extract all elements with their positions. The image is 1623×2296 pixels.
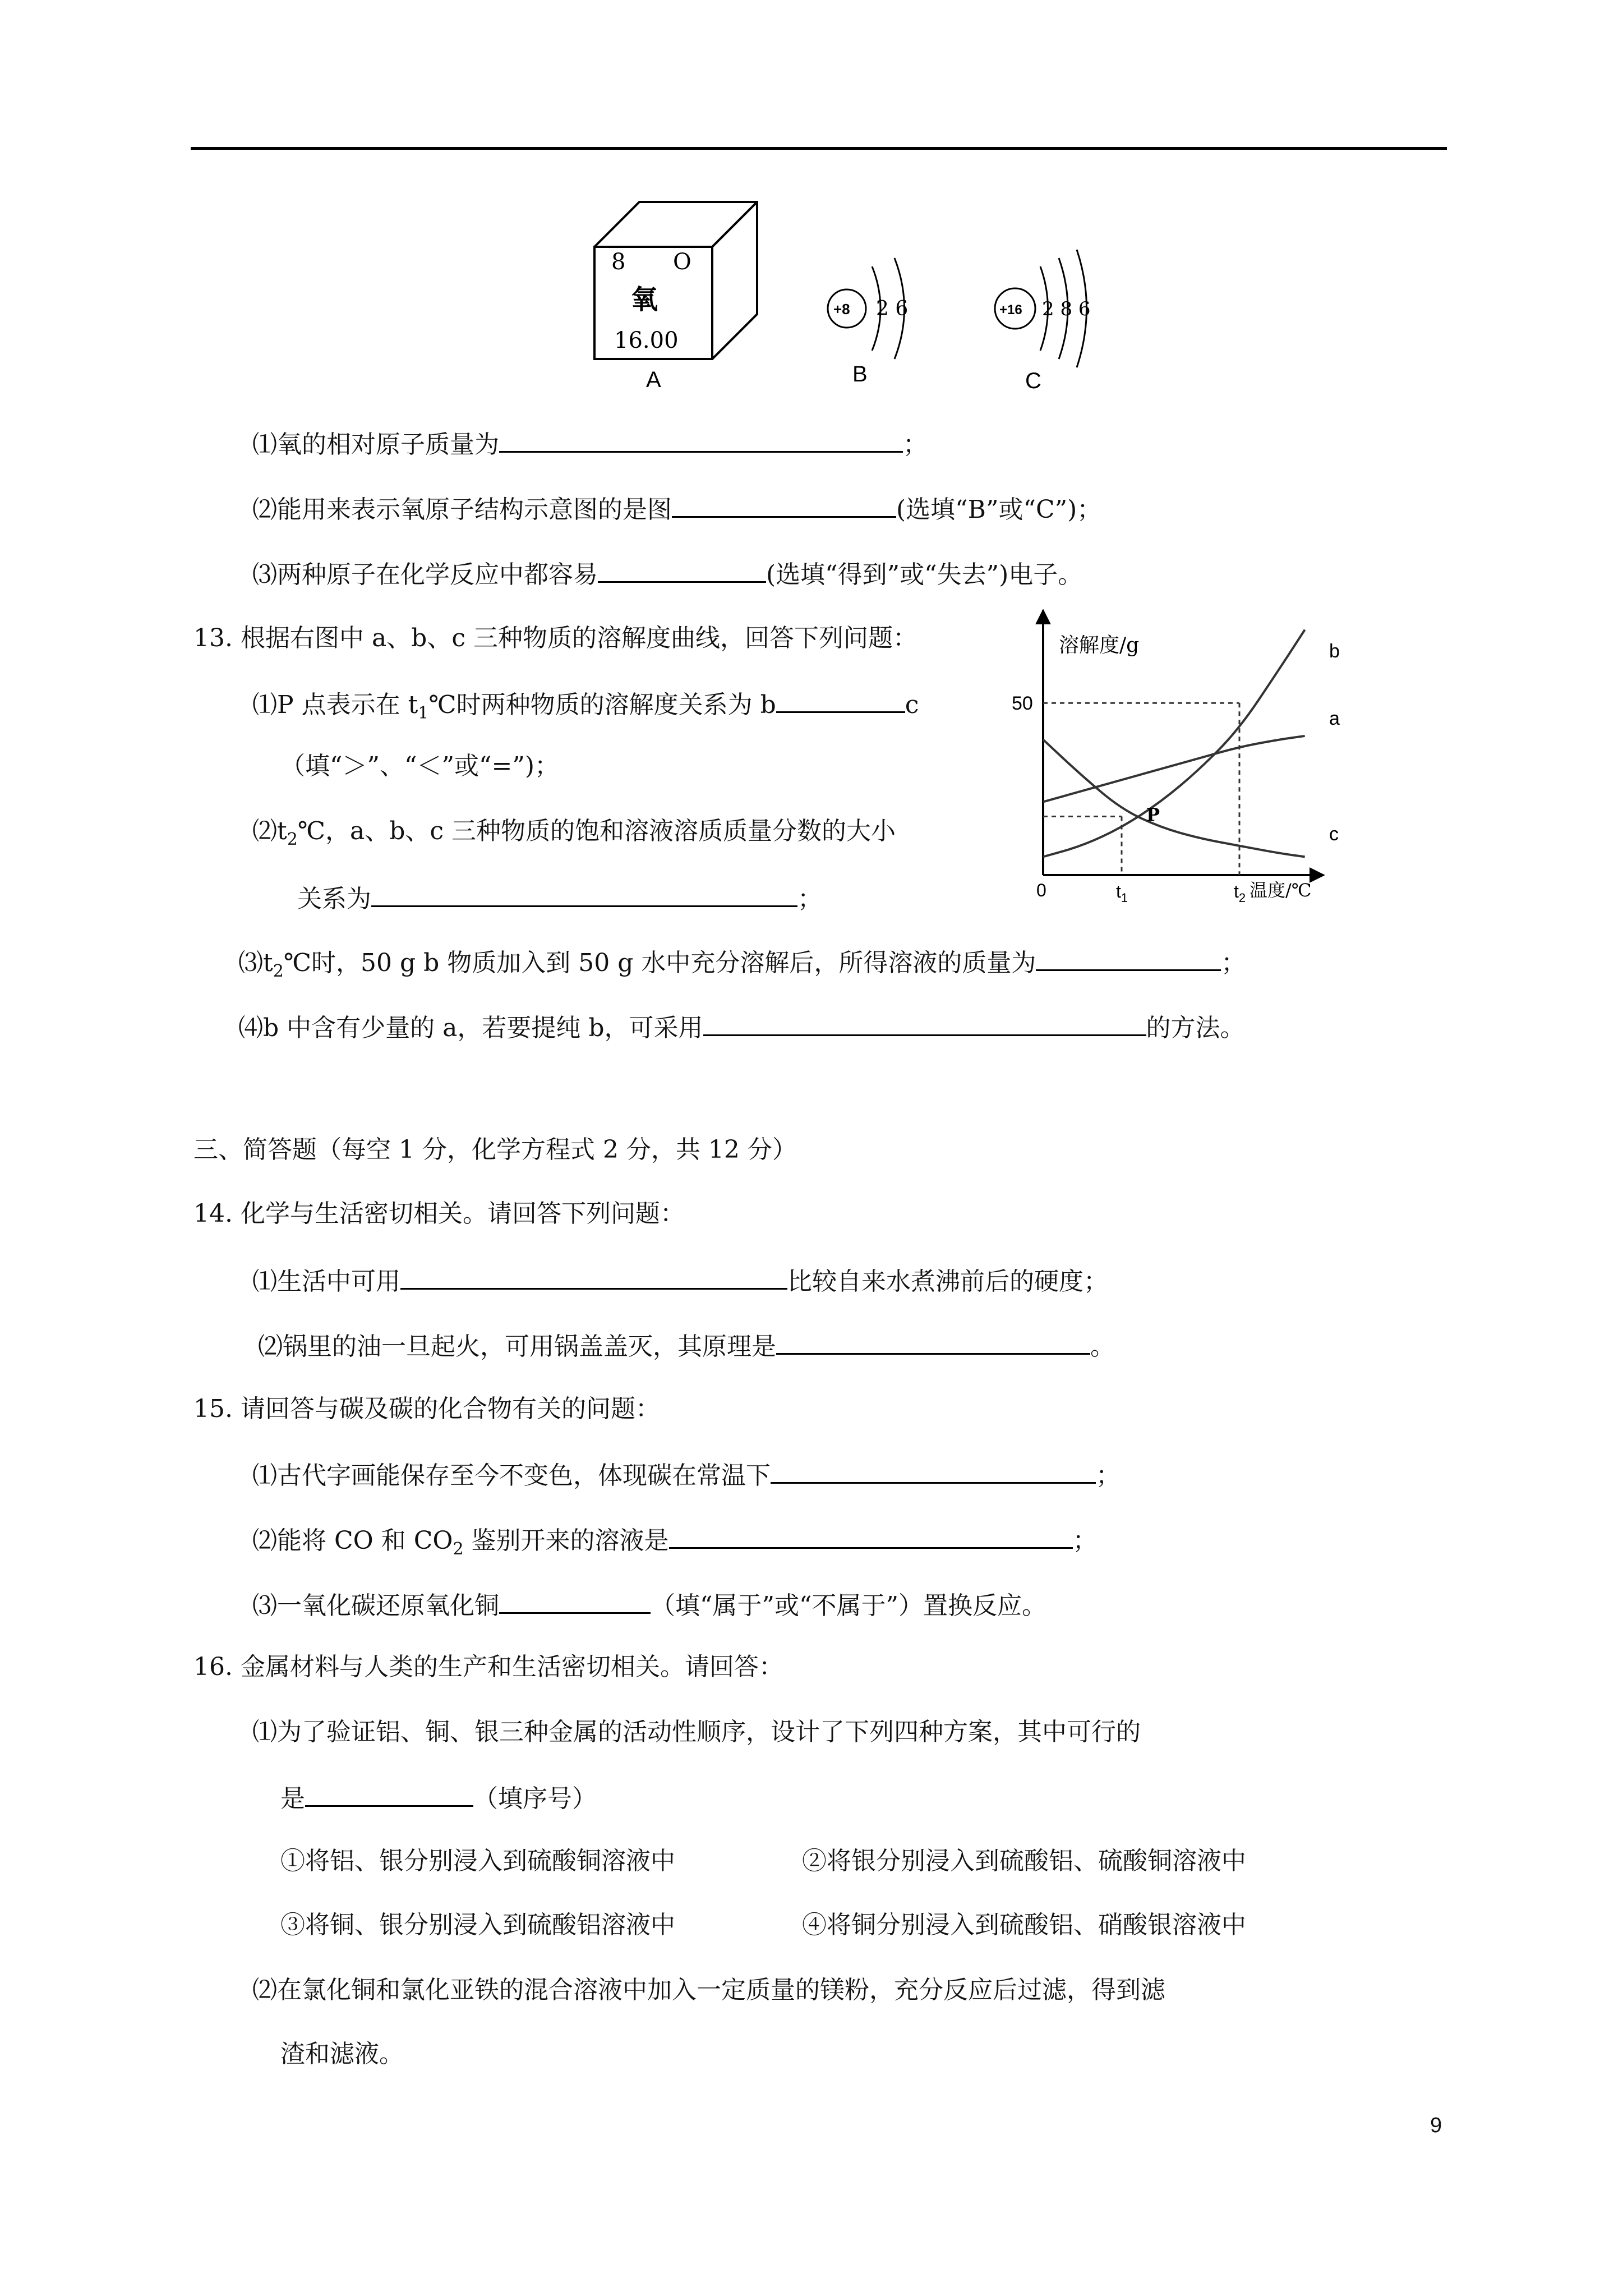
element-symbol: O — [673, 249, 691, 275]
q13-part2-cont: 关系为 ； — [297, 880, 822, 916]
origin-label: 0 — [1036, 880, 1046, 900]
section3-heading: 三、简答题（每空 1 分，化学方程式 2 分，共 12 分） — [193, 1135, 797, 1164]
y-axis-label: 溶解度/g — [1059, 634, 1140, 657]
q16-option2: ②将银分别浸入到硫酸铝、硫酸铜溶液中 — [802, 1847, 1246, 1875]
q14-part2: ⑵锅里的油一旦起火，可用锅盖盖灭，其原理是 。 — [258, 1327, 1115, 1364]
x-axis-label: 温度/℃ — [1249, 880, 1312, 901]
q12-part2: ⑵能用来表示氧原子结构示意图的是图 (选填“B”或“C”)； — [252, 490, 1101, 527]
q15-blank3[interactable] — [499, 1586, 651, 1614]
q14-part1: ⑴生活中可用 比较自来水煮沸前后的硬度； — [252, 1262, 1108, 1299]
atom-c-diagram — [995, 250, 1091, 393]
x-tick-t1: $t_1$ — [1116, 881, 1128, 905]
atomic-number: 8 — [611, 249, 626, 275]
q16-part2: ⑵在氯化铜和氯化亚铁的混合溶液中加入一定质量的镁粉，充分反应后过滤，得到滤 — [252, 1976, 1165, 2004]
series-label-c: c — [1329, 823, 1339, 845]
q16-stem: 16. 金属材料与人类的生产和生活密切相关。请回答： — [193, 1653, 783, 1681]
q13-blank4[interactable] — [703, 1009, 1146, 1036]
q13-blank1[interactable] — [776, 685, 905, 713]
q16-part2-cont: 渣和滤液。 — [280, 2040, 404, 2068]
q15-part2: ⑵能将 CO 和 $CO_2$ 鉴别开来的溶液是 ； — [252, 1521, 1098, 1566]
x-tick-t2: $t_2$ — [1234, 881, 1246, 905]
series-label-a: a — [1329, 708, 1340, 729]
q13-part4: ⑷b 中含有少量的 a，若要提纯 b，可采用 的方法。 — [238, 1009, 1245, 1045]
atom-c-shells: 2 8 6 — [1042, 298, 1091, 320]
label-a: A — [646, 367, 661, 392]
q13-part1-hint: （填“＞”、“＜”或“=”)； — [280, 752, 559, 780]
q15-blank2[interactable] — [669, 1521, 1073, 1549]
atom-figure — [572, 185, 1122, 398]
q14-stem: 14. 化学与生活密切相关。请回答下列问题： — [193, 1199, 685, 1228]
q12-blank2[interactable] — [672, 490, 896, 518]
q12-part3: ⑶两种原子在化学反应中都容易 (选填“得到”或“失去”)电子。 — [252, 555, 1082, 592]
label-c: C — [1025, 369, 1041, 393]
q14-blank2[interactable] — [776, 1327, 1090, 1355]
q13-part1: ⑴P 点表示在 $t_1℃$时两种物质的溶解度关系为 b c — [252, 685, 919, 730]
q16-option3: ③将铜、银分别浸入到硫酸铝溶液中 — [280, 1911, 675, 1939]
point-p-label: P — [1146, 804, 1160, 826]
q13-stem: 13. 根据右图中 a、b、c 三种物质的溶解度曲线，回答下列问题： — [193, 624, 917, 652]
q16-part1-cont: 是 （填序号） — [280, 1779, 597, 1816]
page-number: 9 — [1430, 2114, 1442, 2137]
atom-b-nucleus: +8 — [833, 301, 850, 318]
q16-blank1[interactable] — [305, 1779, 473, 1807]
y-tick-50: 50 — [1012, 693, 1033, 715]
q13-part3: $⑶t_2℃$时，50 g b 物质加入到 50 g 水中充分溶解后，所得溶液的质量为 ； — [238, 944, 1246, 988]
curve-c — [1043, 739, 1305, 857]
q15-stem: 15. 请回答与碳及碳的化合物有关的问题： — [193, 1395, 660, 1423]
q12-blank1[interactable] — [499, 425, 903, 453]
q16-part1: ⑴为了验证铝、铜、银三种金属的活动性顺序，设计了下列四种方案，其中可行的 — [252, 1718, 1141, 1746]
q13-blank2[interactable] — [371, 880, 797, 907]
atom-b-diagram — [828, 258, 908, 386]
atom-b-shells: 2 6 — [876, 297, 909, 320]
q16-option1: ①将铝、银分别浸入到硫酸铜溶液中 — [280, 1847, 675, 1875]
q15-blank1[interactable] — [771, 1456, 1096, 1484]
series-label-b: b — [1329, 641, 1340, 662]
q13-part2: $⑵t_2℃$，a、b、c 三种物质的饱和溶液溶质质量分数的大小 — [252, 817, 896, 849]
q15-part3: ⑶一氧化碳还原氧化铜 （填“属于”或“不属于”）置换反应。 — [252, 1586, 1046, 1623]
q14-blank1[interactable] — [400, 1262, 787, 1290]
element-name: 氧 — [631, 284, 658, 315]
q12-part1: ⑴氧的相对原子质量为 ； — [252, 425, 928, 462]
atom-c-nucleus: +16 — [999, 302, 1022, 318]
q13-blank3[interactable] — [1036, 944, 1221, 971]
label-b: B — [852, 362, 868, 386]
q16-option4: ④将铜分别浸入到硫酸铝、硝酸银溶液中 — [802, 1911, 1246, 1939]
q12-blank3[interactable] — [598, 555, 766, 583]
curve-b — [1043, 630, 1305, 857]
solubility-chart — [987, 600, 1346, 914]
header-rule — [191, 147, 1447, 150]
q15-part1: ⑴古代字画能保存至今不变色，体现碳在常温下 ； — [252, 1456, 1121, 1493]
atomic-mass: 16.00 — [614, 328, 679, 353]
